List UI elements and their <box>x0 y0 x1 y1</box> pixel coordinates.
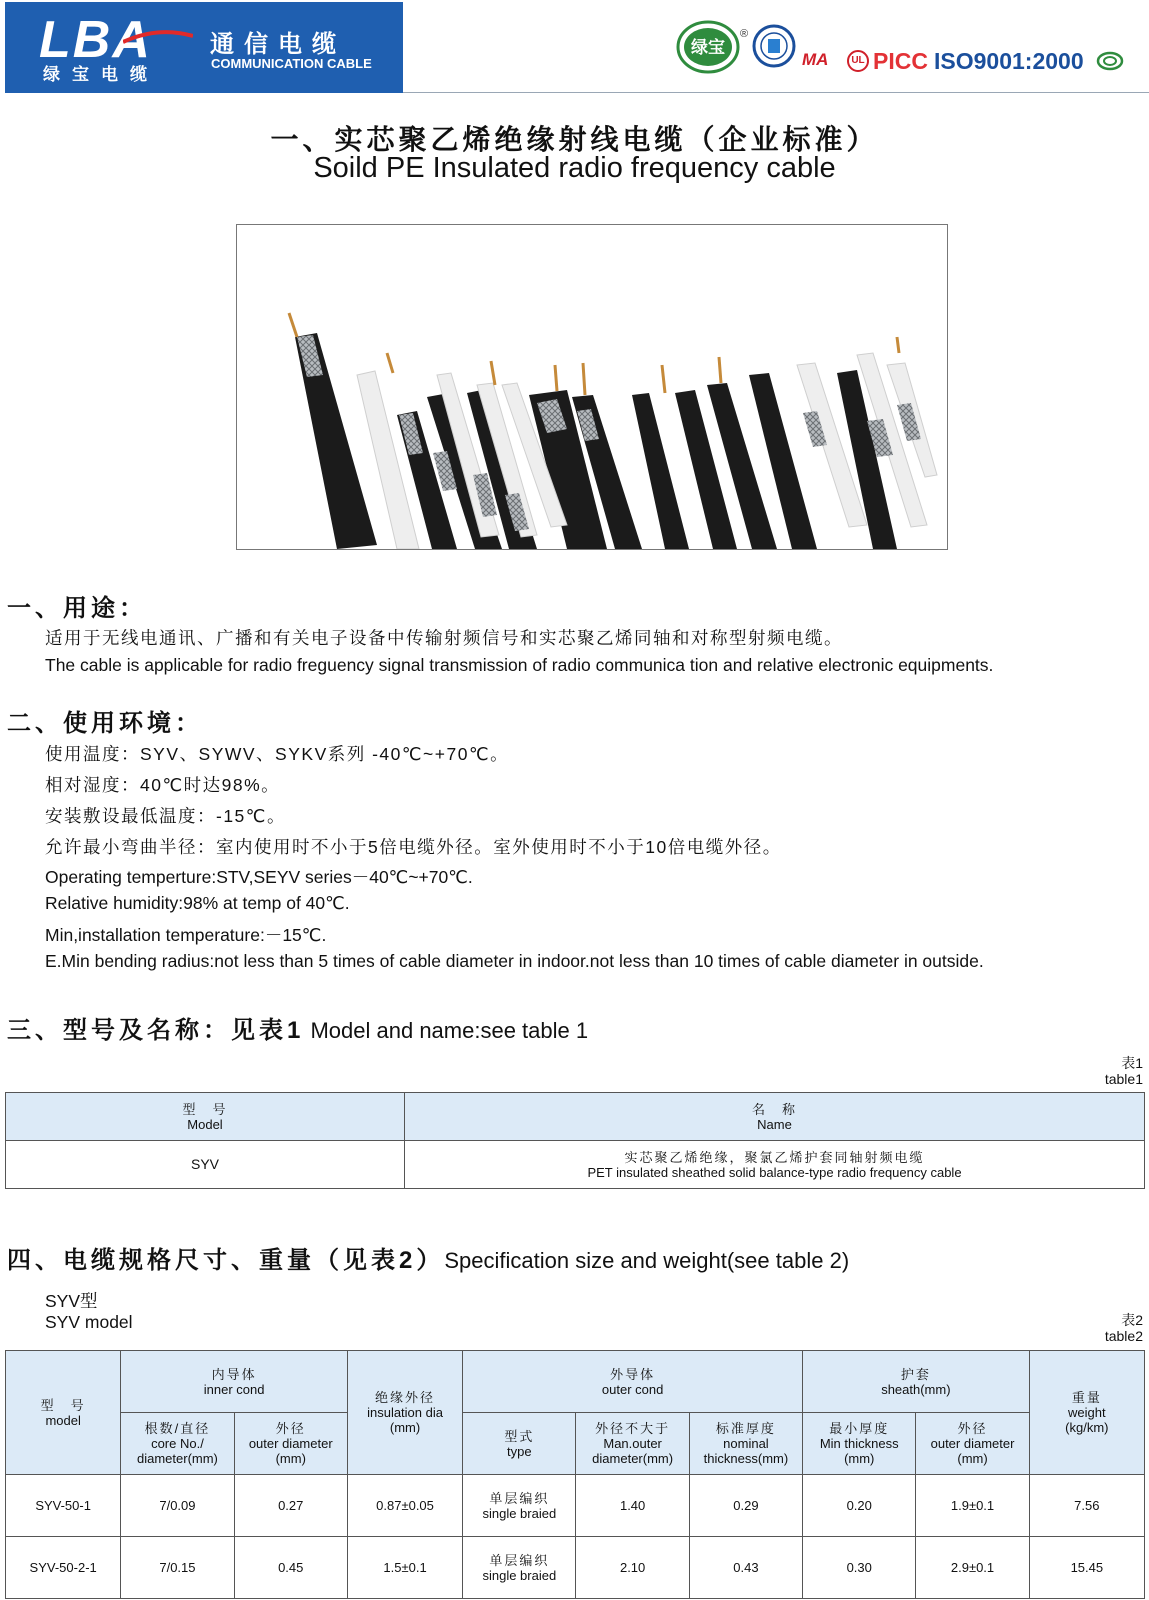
t2-header-min-thickness: 最小厚度 Min thickness (mm) <box>803 1413 916 1475</box>
ma-mark: MA <box>802 50 829 69</box>
t2-cell-core: 7/0.09 <box>121 1475 234 1537</box>
t2-cell-od: 0.45 <box>234 1537 347 1599</box>
t2-cell-model: SYV-50-1 <box>6 1475 121 1537</box>
t2-cell-nom: 0.43 <box>689 1537 802 1599</box>
table-row <box>6 1537 1145 1599</box>
syv-sub-cn: SYV型 <box>45 1291 98 1311</box>
syv-sub-en: SYV model <box>45 1312 133 1332</box>
t2-cell-ins: 0.87±0.05 <box>347 1475 462 1537</box>
table1-label <box>1105 1055 1143 1087</box>
quality-seal-icon <box>752 24 796 68</box>
section-usage-heading: 一、用途： <box>7 595 147 622</box>
t2-cell-type: 单层编织 single braied <box>463 1537 576 1599</box>
ccc-mark-icon <box>1096 51 1124 71</box>
t2-cell-sod: 1.9±0.1 <box>916 1475 1029 1537</box>
table-row <box>6 1141 1145 1189</box>
certification-marks <box>676 14 1146 84</box>
t1-header-model: 型 号 Model <box>6 1093 405 1141</box>
logo-text: LBA <box>39 11 152 69</box>
table2-label-en: table2 <box>1104 1328 1143 1344</box>
t2-cell-core: 7/0.15 <box>121 1537 234 1599</box>
table-row <box>6 1475 1145 1537</box>
t2-cell-model: SYV-50-2-1 <box>6 1537 121 1599</box>
env-line-8: E.Min bending radius:not less than 5 times of cable diameter in indoor.not less than 10 times of cable diameter in outside. <box>45 951 984 971</box>
header-rule <box>403 92 1149 93</box>
brand-logo <box>5 2 403 93</box>
section-spec-heading-cn: 四、电缆规格尺寸、重量（见表2） <box>7 1247 445 1274</box>
usage-text-en: The cable is applicable for radio freguency signal transmission of radio communica tion and relative electronic equipments. <box>45 655 994 675</box>
env-line-3: 安装敷设最低温度：-15℃。 <box>45 806 286 826</box>
table2-label <box>1105 1312 1143 1344</box>
t2-header-inner-od: 外径 outer diameter (mm) <box>234 1413 347 1475</box>
section-spec-heading <box>7 1240 849 1275</box>
picc-mark: PICC <box>873 48 928 74</box>
t2-cell-sod: 2.9±0.1 <box>916 1537 1029 1599</box>
lvbao-text: 绿宝 <box>691 38 725 58</box>
env-line-6: Relative humidity:98% at temp of 40℃. <box>45 893 350 913</box>
logo-swoosh-icon <box>123 30 193 44</box>
t2-cell-wt: 7.56 <box>1029 1475 1144 1537</box>
t2-cell-min: 0.30 <box>803 1537 916 1599</box>
t2-header-weight: 重量 weight (kg/km) <box>1029 1351 1144 1475</box>
t2-header-outer: 外导体 outer cond <box>463 1351 803 1413</box>
t2-header-max-od: 外径不大于 Man.outer diameter(mm) <box>576 1413 689 1475</box>
t2-header-insulation: 绝缘外径 insulation dia (mm) <box>347 1351 462 1475</box>
usage-text-cn: 适用于无线电通讯、广播和有关电子设备中传输射频信号和实芯聚乙烯同轴和对称型射频电缆。 <box>45 628 843 648</box>
t2-header-type: 型式 type <box>463 1413 576 1475</box>
t2-cell-nom: 0.29 <box>689 1475 802 1537</box>
section-environment-heading: 二、使用环境： <box>7 710 203 737</box>
page-title-cn: 一、实芯聚乙烯绝缘射线电缆（企业标准） <box>270 124 879 155</box>
t2-cell-min: 0.20 <box>803 1475 916 1537</box>
t2-cell-ins: 1.5±0.1 <box>347 1537 462 1599</box>
env-line-1: 使用温度：SYV、SYWV、SYKV系列 -40℃~+70℃。 <box>45 744 510 764</box>
ul-mark: UL <box>847 50 869 72</box>
section-model-heading-en: Model and name:see table 1 <box>304 1018 589 1043</box>
t2-header-model: 型 号 model <box>6 1351 121 1475</box>
env-line-4: 允许最小弯曲半径：室内使用时不小于5倍电缆外径。室外使用时不小于10倍电缆外径。 <box>45 837 782 857</box>
t2-header-core: 根数/直径 core No./ diameter(mm) <box>121 1413 234 1475</box>
section-spec-heading-en: Specification size and weight(see table 2) <box>444 1248 850 1273</box>
t1-header-name: 名 称 Name <box>405 1093 1145 1141</box>
t2-cell-od: 0.27 <box>234 1475 347 1537</box>
t2-header-sheath-od: 外径 outer diameter (mm) <box>916 1413 1029 1475</box>
t2-cell-wt: 15.45 <box>1029 1537 1144 1599</box>
spec-table <box>5 1350 1145 1599</box>
cable-illustration <box>237 225 947 549</box>
registered-mark: ® <box>740 28 749 40</box>
logo-cn-title: 通信电缆 <box>210 31 346 58</box>
env-line-7: Min,installation temperature:－15℃. <box>45 925 327 945</box>
t1-cell-model: SYV <box>6 1141 405 1189</box>
table2-label-cn: 表2 <box>1121 1312 1143 1328</box>
t2-header-nominal: 标准厚度 nominal thickness(mm) <box>689 1413 802 1475</box>
table1-label-en: table1 <box>1104 1071 1143 1087</box>
cable-product-photo <box>236 224 948 550</box>
t2-cell-type: 单层编织 single braied <box>463 1475 576 1537</box>
env-line-2: 相对湿度：40℃时达98%。 <box>45 775 281 795</box>
section-model-heading <box>7 1010 588 1045</box>
logo-cn-small: 绿宝电缆 <box>43 65 159 84</box>
env-line-5: Operating temperture:STV,SEYV series－40℃~+70℃. <box>45 867 473 887</box>
t2-header-inner: 内导体 inner cond <box>121 1351 348 1413</box>
page-title-en: Soild PE Insulated radio frequency cable <box>313 152 836 184</box>
iso-mark: ISO9001:2000 <box>934 48 1084 74</box>
t1-cell-name: 实芯聚乙烯绝缘，聚氯乙烯护套同轴射频电缆 PET insulated sheathed solid balance-type radio frequency cable <box>405 1141 1145 1189</box>
logo-en-title: COMMUNICATION CABLE <box>211 56 372 71</box>
t2-cell-max: 2.10 <box>576 1537 689 1599</box>
table1-label-cn: 表1 <box>1121 1055 1143 1071</box>
lvbao-badge-icon <box>676 20 740 74</box>
t2-cell-max: 1.40 <box>576 1475 689 1537</box>
section-model-heading-cn: 三、型号及名称：见表1 <box>7 1017 305 1044</box>
model-name-table <box>5 1092 1145 1189</box>
t2-header-sheath: 护套 sheath(mm) <box>803 1351 1030 1413</box>
